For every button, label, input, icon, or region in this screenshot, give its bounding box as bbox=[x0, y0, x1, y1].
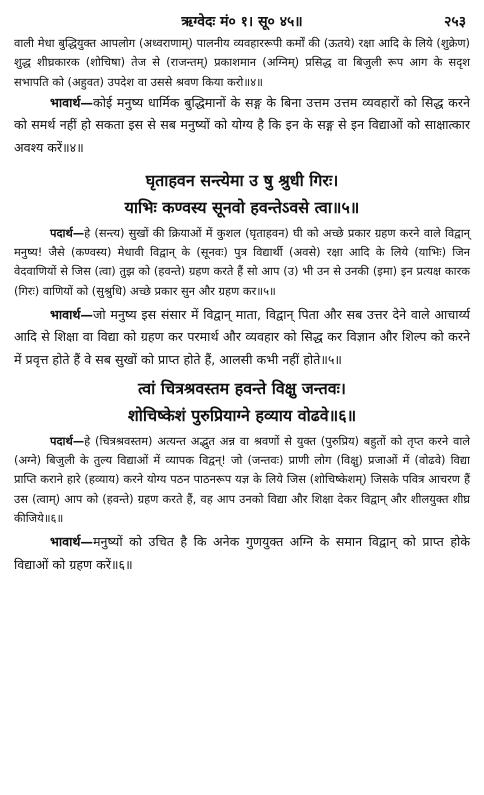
bhavartha-paragraph bbox=[14, 531, 470, 576]
mantra-block bbox=[14, 167, 470, 221]
mantra-line: घृताहवन सन्त्येमा उ षु श्रुधी गिरः। bbox=[145, 170, 339, 190]
padartha-text: हे (चित्रश्रवस्तम) अत्यन्त अद्भुत अन्न वा श्रवणों से युक्त (पुरुप्रिय) बहुतों को तृप्त करने वाले (अग्ने) बिजुली के तुल्य विद्याओं में व्यापक विद्वन्! जो (जन्तवः) प्राणी लोग (विक्षु) प्रजाओं में (वोढवे) विद्या प्राप्ति कराने हारे (हव्याय) करने योग्य पठन पाठनरूप यज्ञ के लिये जिस (शोचिष्केशम्) जिसके पवित्र आचरण हैं उस (त्वाम्) आप को (हवन्ते) ग्रहण करते हैं, वह आप उनको विद्या और शिक्षा देकर विद्वान् और शीलयुक्त शीघ्र कीजिये॥६॥ bbox=[14, 433, 470, 525]
bhavartha-paragraph bbox=[14, 92, 470, 160]
page-number: २५३ bbox=[444, 14, 466, 30]
mantra-line: त्वां चित्रश्रवस्तम हवन्ते विक्षु जन्तवः। bbox=[138, 378, 346, 398]
page-header bbox=[14, 6, 470, 34]
bhavartha-text: कोई मनुष्य धार्मिक बुद्धिमानों के सङ्ग के बिना उत्तम उत्तम व्यवहारों को सिद्ध करने को समर्थ नहीं हो सकता इस से सब मनुष्यों को योग्य है कि इन के सङ्ग से इन विद्याओं को साक्षात्कार अवश्य करें॥४॥ bbox=[14, 94, 470, 156]
bhavartha-paragraph bbox=[14, 304, 470, 372]
mantra-line: शोचिष्केशं पुरुप्रियाग्ने हव्याय वोढवे॥६॥ bbox=[127, 405, 357, 425]
bhavartha-text: मनुष्यों को उचित है कि अनेक गुणयुक्त अग्नि के समान विद्वान् को प्राप्त होके विद्याओं को ग्रहण करें॥६॥ bbox=[14, 534, 470, 572]
mantra-line: याभिः कण्वस्य सूनवो हवन्तेऽवसे त्वा॥५॥ bbox=[124, 197, 360, 217]
padartha-text: हे (सन्त्य) सुखों की क्रियाओं में कुशल (घृताहवन) घी को अच्छे प्रकार ग्रहण करने वाले विद्वान् मनुष्य! जैसे (कण्वस्य) मेधावी विद्वान् के (सूनवः) पुत्र विद्यार्थी (अवसे) रक्षा आदि के लिये (याभिः) जिन वेदवाणियों से जिस (त्वा) तुझ को (हवन्ते) ग्रहण करते हैं सो आप (उ) भी उन से उनकी (इमा) इन प्रत्यक्ष कारक (गिरः) वाणियों को (सुश्रुधि) अच्छे प्रकार सुन और ग्रहण कर॥५॥ bbox=[14, 225, 470, 298]
meaning-continuation: वाली मेधा बुद्धियुक्त आपलोग (अध्वराणाम्) पालनीय व्यवहाररूपी कर्मों की (ऊतये) रक्षा आदि के लिये (शुक्रेण) शुद्ध शीघ्रकारक (शोचिषा) तेज से (राजन्तम्) प्रकाशमान (अग्निम्) प्रसिद्ध वा बिजुली रूप आग के सदृश सभापति को (अहुवत) उपदेश वा उससे श्रवण किया करो॥४॥ bbox=[14, 36, 470, 89]
padartha-paragraph bbox=[14, 432, 470, 528]
running-head: ऋग्वेदः मं० १। सू० ४५॥ bbox=[181, 14, 303, 30]
bhavartha-text: जो मनुष्य इस संसार में विद्वान् माता, विद्वान् पिता और सब उत्तर देने वाले आचार्य्य आदि से शिक्षा वा विद्या को ग्रहण कर परमार्थ और व्यवहार को सिद्ध कर विज्ञान और शिल्प को करने में प्रवृत्त होते हैं वे सब सुखों को प्राप्त होते हैं, आलसी कभी नहीं होते॥५॥ bbox=[14, 306, 470, 368]
padartha-label: पदार्थ— bbox=[50, 433, 85, 448]
padartha-label: पदार्थ— bbox=[50, 225, 85, 240]
bhavartha-label: भावार्थ— bbox=[50, 306, 94, 322]
mantra-block bbox=[14, 375, 470, 429]
bhavartha-label: भावार्थ— bbox=[50, 94, 94, 110]
bhavartha-label: भावार्थ— bbox=[50, 534, 94, 550]
padartha-paragraph bbox=[14, 224, 470, 301]
